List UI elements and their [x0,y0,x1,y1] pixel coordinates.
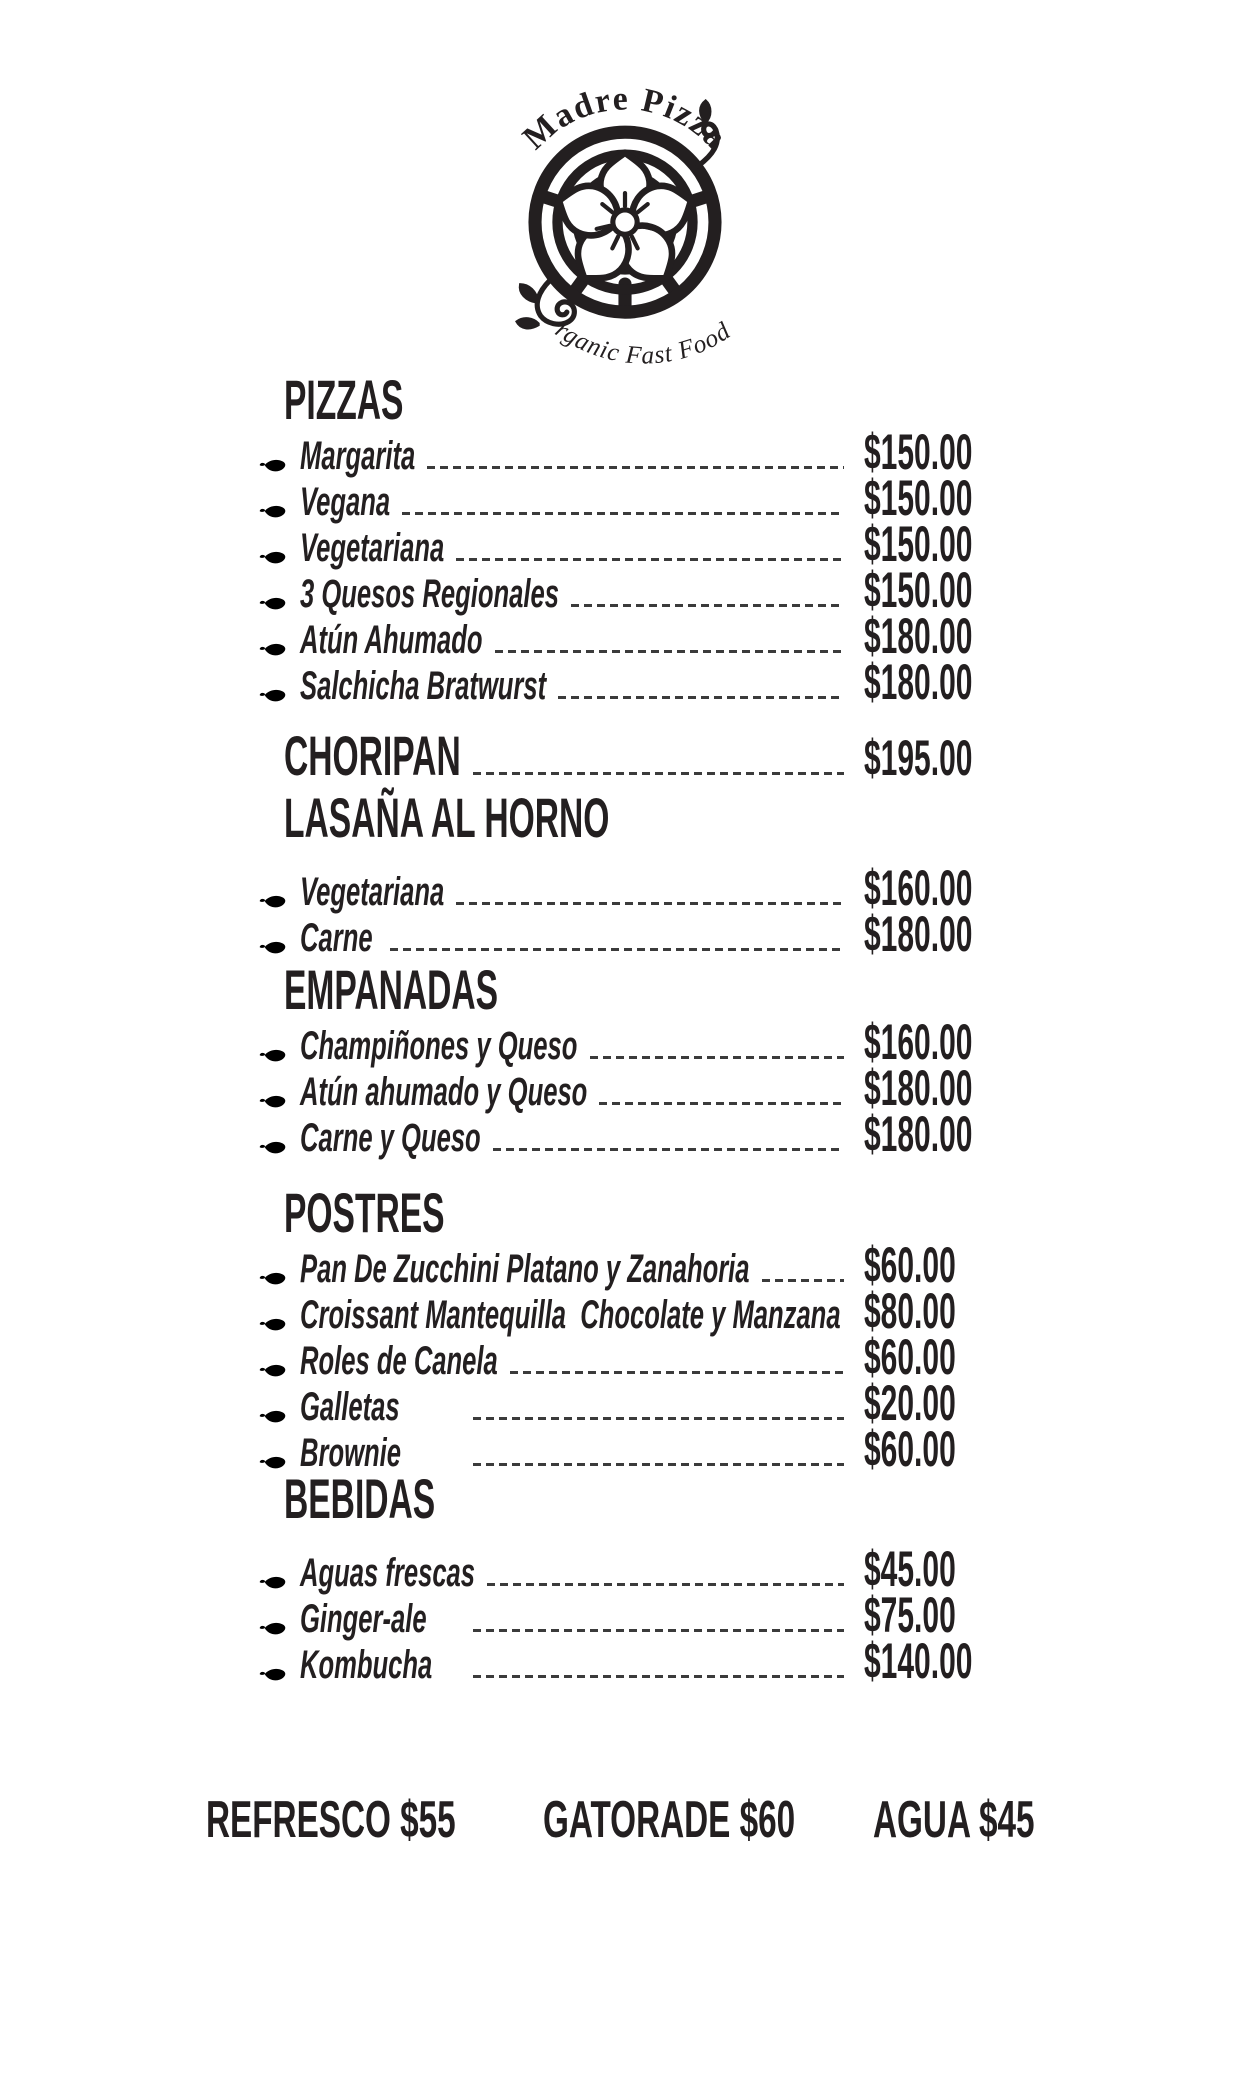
footer-drinks-strip [0,1788,1250,1849]
section-title: PIZZAS [284,368,404,431]
item-price: $45.00 [864,1541,956,1597]
dotted-leader [762,1279,844,1282]
dotted-leader [473,1417,844,1420]
menu-item-row [258,424,988,480]
section-choripan [258,724,988,787]
leaf-icon [258,685,288,707]
section-bebidas [258,1467,988,1530]
menu-item-row [258,906,988,962]
dotted-leader [493,1148,844,1151]
item-name: Vegetariana [300,526,445,570]
menu-item-row [258,1541,988,1597]
menu-item-row [258,860,988,916]
leaf-icon [258,1137,288,1159]
item-name: Pan De Zucchini Platano y Zanahoria [300,1247,750,1291]
leaf-icon [258,937,288,959]
item-name: Atún ahumado y Queso [300,1070,588,1114]
item-price: $150.00 [864,470,973,526]
menu-item-row [258,1329,988,1385]
item-name: Atún Ahumado [300,618,483,662]
item-price: $180.00 [864,1060,973,1116]
item-name: Roles de Canela [300,1339,498,1383]
section-title: BEBIDAS [284,1467,436,1530]
item-price: $180.00 [864,608,973,664]
item-name: Carne y Queso [300,1116,481,1160]
dotted-leader [473,1463,844,1466]
item-name: Salchicha Bratwurst [300,664,547,708]
menu-item-row [258,1060,988,1116]
dotted-leader [456,558,844,561]
menu-item-row [258,1106,988,1162]
dotted-leader [558,696,844,699]
item-price: $180.00 [864,1106,973,1162]
item-name: Ginger-ale [300,1597,427,1641]
item-name: Vegana [300,480,391,524]
dotted-leader [487,1583,844,1586]
leaf-icon [258,1664,288,1686]
section-title: CHORIPAN [284,724,461,787]
item-price: $150.00 [864,424,973,480]
restaurant-logo [482,74,768,374]
item-price: $150.00 [864,562,973,618]
logo-arc-bottom: rganic Fast Food [550,315,736,370]
item-price: $60.00 [864,1329,956,1385]
leaf-icon [258,1091,288,1113]
item-name: Carne [300,916,373,960]
dotted-leader [510,1371,844,1374]
menu-item-row [258,1283,988,1339]
item-name: Croissant Mantequilla Chocolate y Manzana [300,1293,841,1337]
section-postres [258,1181,988,1244]
dotted-leader [599,1102,844,1105]
leaf-icon [258,1406,288,1428]
item-price: $180.00 [864,906,973,962]
leaf-icon [258,1045,288,1067]
leaf-icon [258,1314,288,1336]
item-price: $80.00 [864,1283,956,1339]
item-price: $20.00 [864,1375,956,1431]
section-title: POSTRES [284,1181,445,1244]
dotted-leader [427,466,844,469]
leaf-icon [258,1268,288,1290]
item-price: $75.00 [864,1587,956,1643]
leaf-icon [258,501,288,523]
item-name: Vegetariana [300,870,445,914]
menu-item-row [258,608,988,664]
item-price: $140.00 [864,1633,973,1689]
dotted-leader [402,512,844,515]
footer-item-agua: AGUA $45 [873,1791,1035,1849]
leaf-icon [258,1360,288,1382]
menu-item-row [258,1237,988,1293]
item-name: Aguas frescas [300,1551,476,1595]
menu-item-row [258,1587,988,1643]
dotted-leader [590,1056,844,1059]
menu-item-row [258,562,988,618]
item-name: Kombucha [300,1643,433,1687]
logo-flower-emblem [535,132,715,312]
dotted-leader [473,772,844,775]
item-price: $60.00 [864,1421,956,1477]
footer-item-gatorade: GATORADE $60 [543,1791,796,1849]
footer-item-refresco: REFRESCO $55 [206,1791,456,1849]
menu-item-row [258,516,988,572]
dotted-leader [571,604,844,607]
leaf-icon [258,1572,288,1594]
leaf-icon [258,455,288,477]
item-price: $195.00 [864,730,973,786]
leaf-icon [258,639,288,661]
menu-item-row [258,1421,988,1477]
item-price: $180.00 [864,654,973,710]
menu-item-row [258,654,988,710]
dotted-leader [473,1675,844,1678]
menu-item-row [258,1014,988,1070]
menu-item-row [258,1375,988,1431]
item-price: $60.00 [864,1237,956,1293]
dotted-leader [390,948,844,951]
item-price: $160.00 [864,860,973,916]
menu-content [258,368,988,1689]
leaf-icon [258,593,288,615]
section-lasana [258,786,988,849]
item-price: $160.00 [864,1014,973,1070]
menu-item-row [258,1633,988,1689]
item-name: Margarita [300,434,416,478]
leaf-icon [258,891,288,913]
section-title: EMPANADAS [284,958,499,1021]
item-name: 3 Quesos Regionales [300,572,559,616]
menu-item-row [258,470,988,526]
leaf-icon [258,547,288,569]
item-name: Brownie [300,1431,401,1475]
dotted-leader [495,650,844,653]
logo-arc-top: Madre Pizza [515,80,735,157]
dotted-leader [456,902,844,905]
item-price: $150.00 [864,516,973,572]
logo-emblem [482,74,768,374]
section-pizzas [258,368,988,431]
section-title: LASAÑA AL HORNO [284,786,610,849]
item-name: Galletas [300,1385,400,1429]
section-empanadas [258,958,988,1021]
leaf-icon [258,1618,288,1640]
dotted-leader [473,1629,844,1632]
item-name: Champiñones y Queso [300,1024,578,1068]
